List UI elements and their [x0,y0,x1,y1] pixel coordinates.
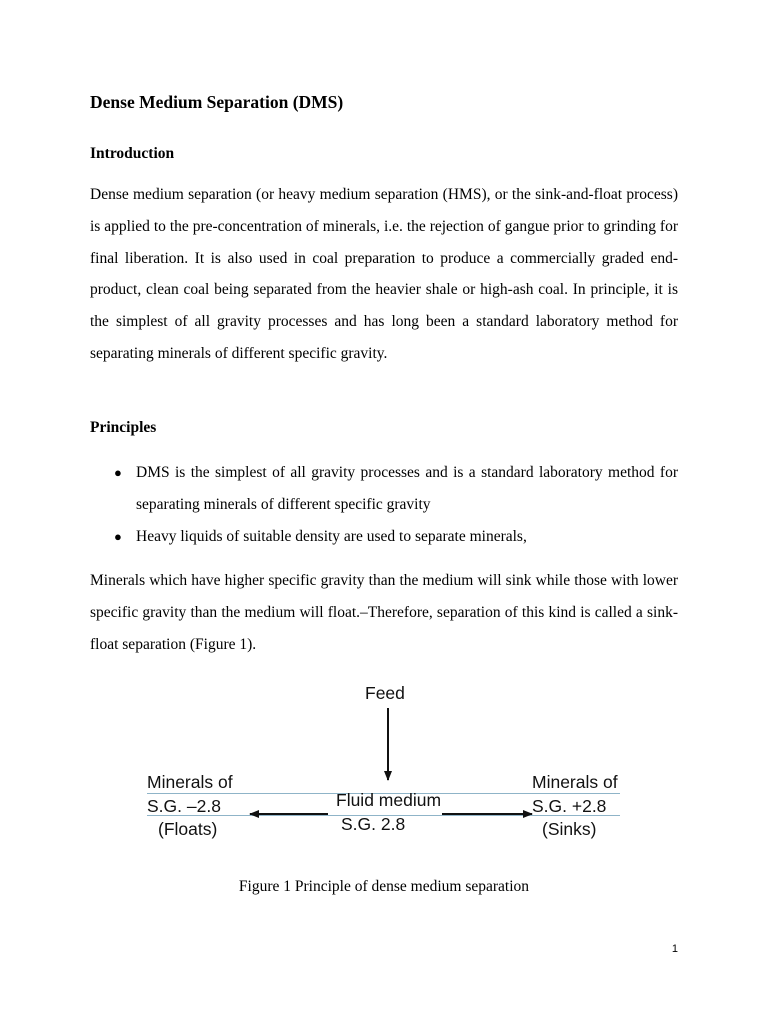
figure-diagram [0,670,768,860]
principles-list [90,457,678,552]
sink-float-paragraph: Minerals which have higher specific gravity than the medium will sink while those with lower specific gravity than the medium will float.–Therefore, separation of this kind is called a sink-float separation (Figure 1). [90,572,678,653]
principles-heading: Principles [90,419,157,436]
right-label-line2: S.G. +2.8 [532,796,607,816]
right-label-line1: Minerals of [532,772,618,792]
bullet-icon: ● [114,465,122,480]
list-item: ● Heavy liquids of suitable density are used to separate minerals, [90,521,678,553]
left-label-line2: S.G. –2.8 [147,796,221,816]
center-label-line2: S.G. 2.8 [341,814,406,834]
page-title: Dense Medium Separation (DMS) [90,92,344,112]
list-item: ● DMS is the simplest of all gravity processes and is a standard laboratory method for separating minerals of different specific gravity [90,457,678,521]
introduction-paragraph: Dense medium separation (or heavy medium separation (HMS), or the sink-and-float process) is applied to the pre-concentration of minerals, i.e. the rejection of gangue prior to grinding for final liberation. It is also used in coal preparation to produce a commercially graded end-product, clean coal being separated from the heavier shale or high-ash coal. In principle, it is the simplest of all gravity processes and has long been a standard laboratory method for separating minerals of different specific gravity. [90,186,678,362]
right-label-line3: (Sinks) [542,819,597,839]
figure-caption: Figure 1 Principle of dense medium separation [238,878,530,895]
left-label-line3: (Floats) [158,819,218,839]
page-number: 1 [671,943,678,955]
introduction-heading: Introduction [90,145,175,162]
center-label-line1: Fluid medium [336,790,442,810]
left-label-line1: Minerals of [147,772,233,792]
bullet-icon: ● [114,528,122,544]
feed-label: Feed [365,683,405,703]
